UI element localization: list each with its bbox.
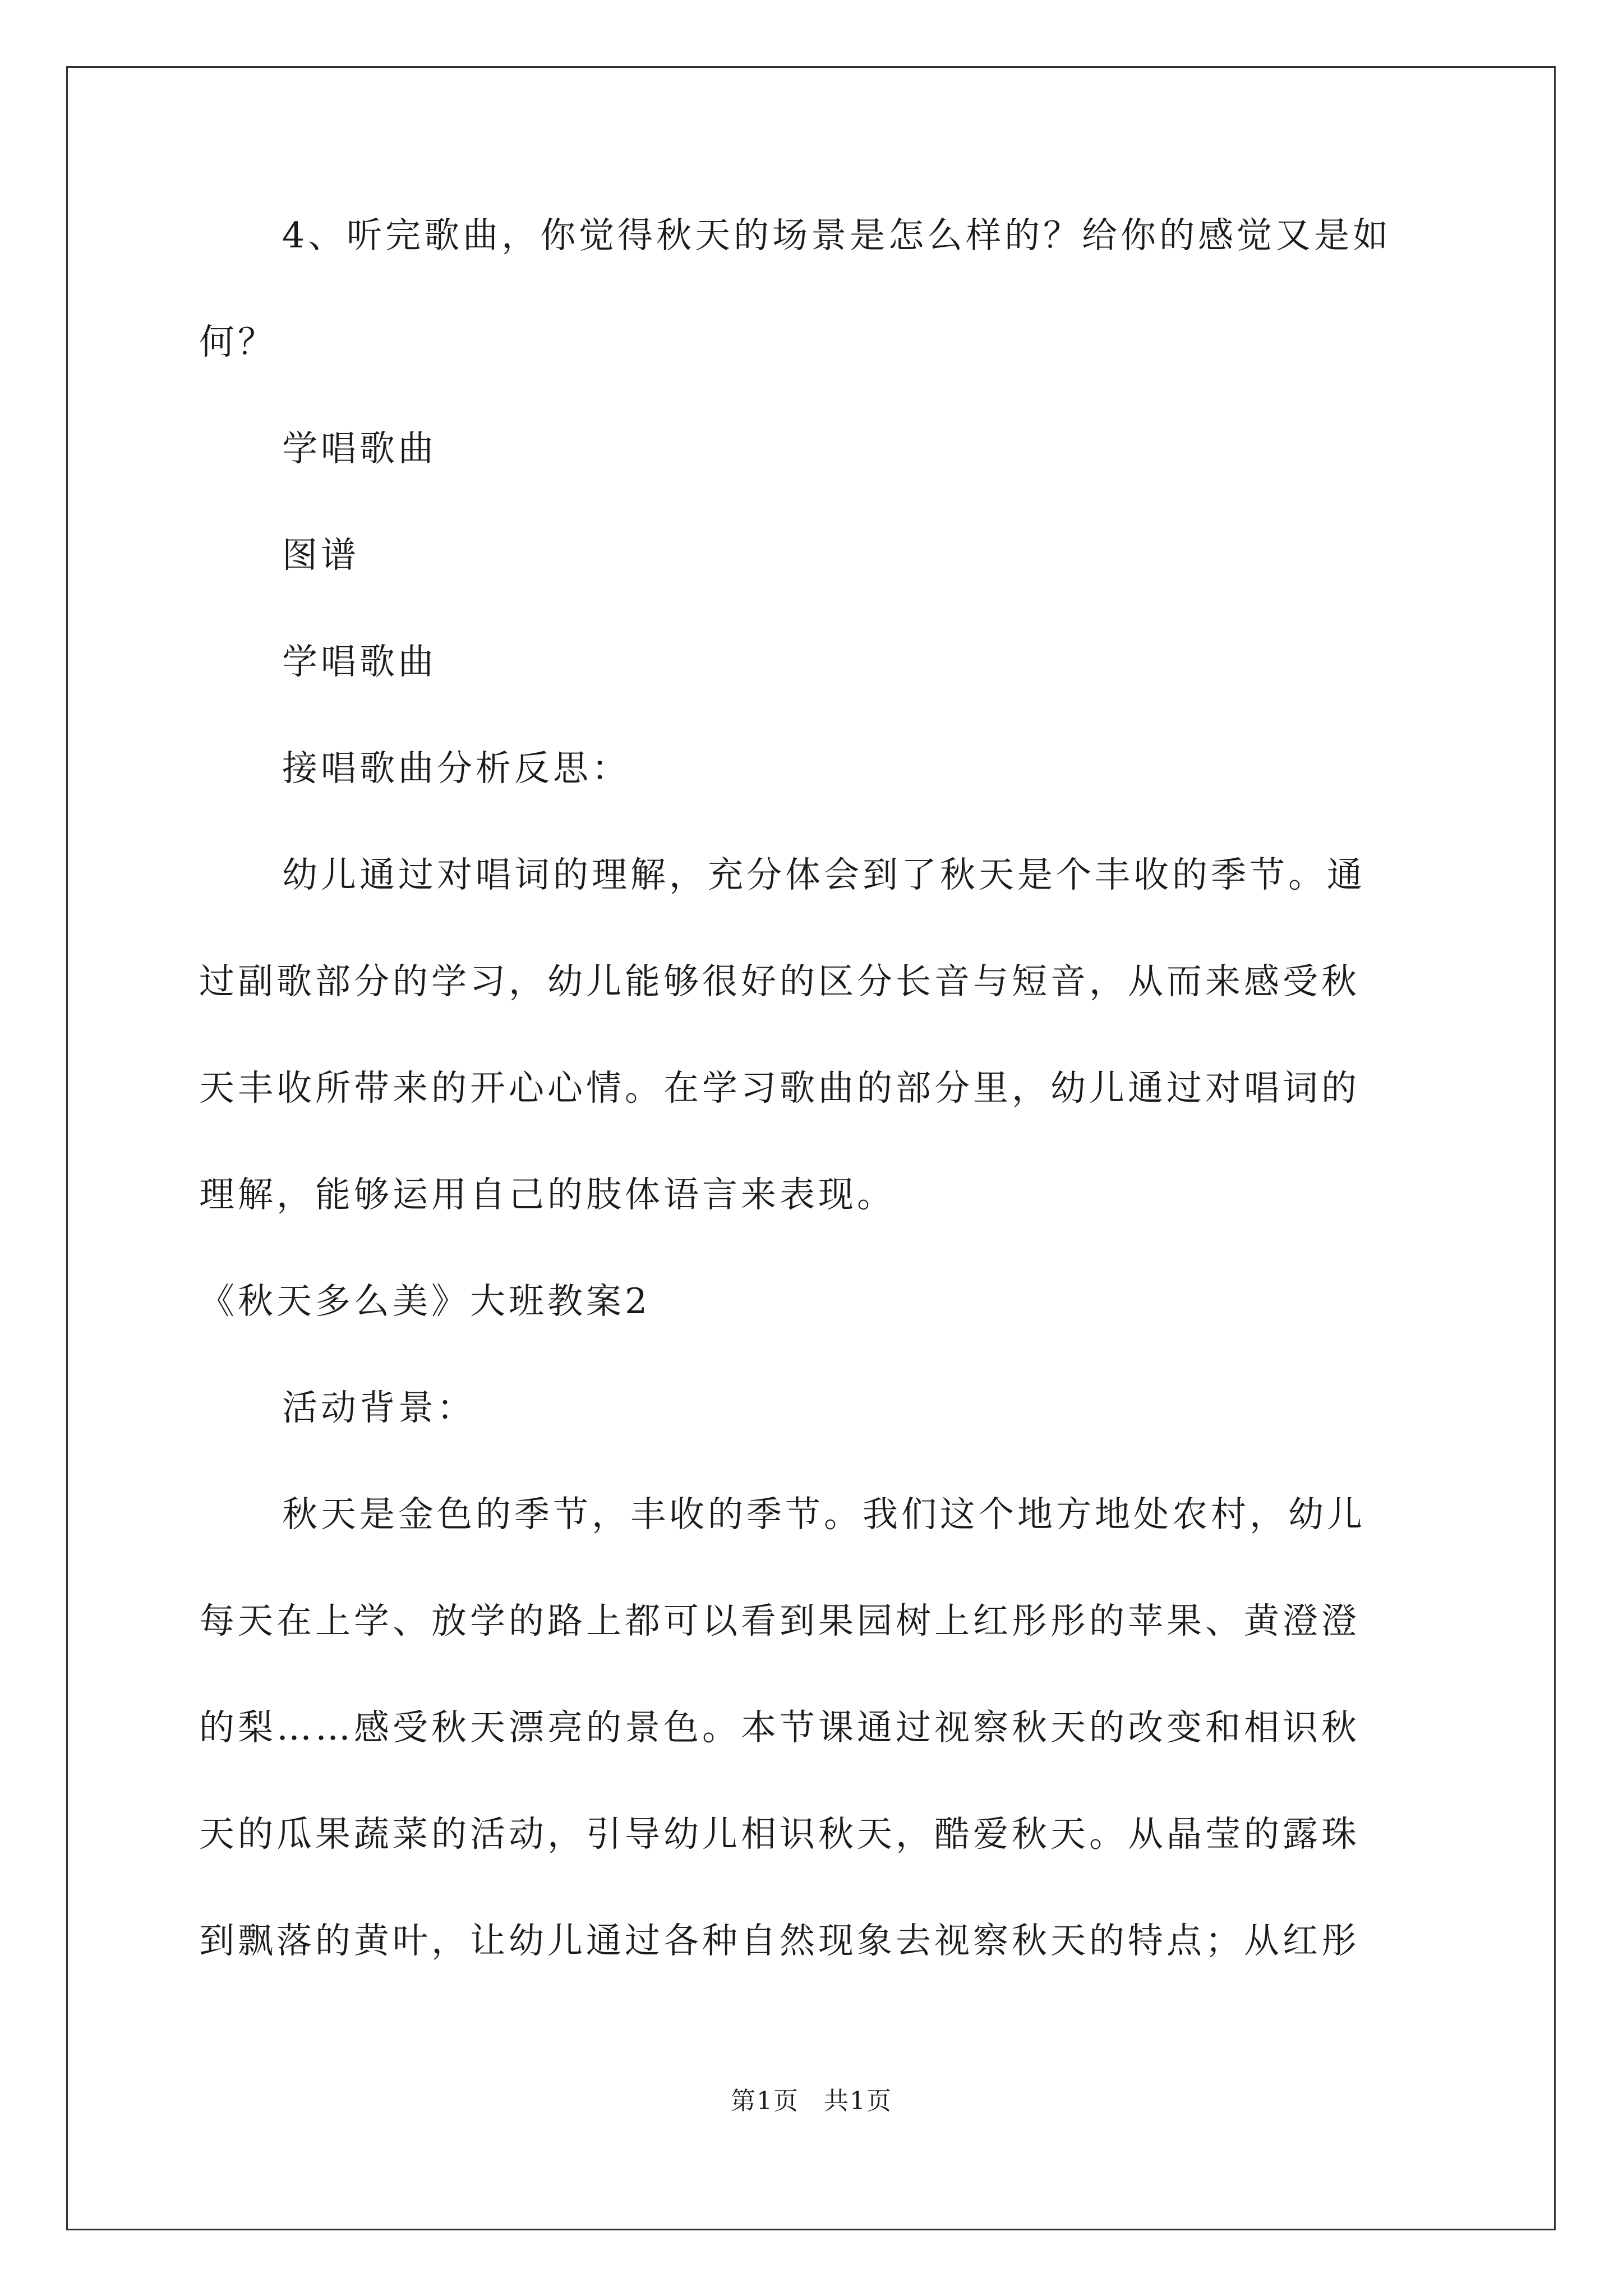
paragraph-line: 天的瓜果蔬菜的活动，引导幼儿相识秋天，酷爱秋天。从晶莹的露珠 [199, 1814, 1360, 1855]
paragraph-line: 何？ [199, 321, 276, 362]
paragraph-line: 过副歌部分的学习，幼儿能够很好的区分长音与短音，从而来感受秋 [199, 961, 1360, 1002]
paragraph-line: 的梨……感受秋天漂亮的景色。本节课通过视察秋天的改变和相识秋 [199, 1707, 1360, 1748]
section-heading: 活动背景： [282, 1387, 476, 1428]
paragraph-line: 秋天是金色的季节，丰收的季节。我们这个地方地处农村，幼儿 [282, 1494, 1366, 1535]
paragraph-line: 理解，能够运用自己的肢体语言来表现。 [199, 1174, 896, 1215]
page-border [66, 66, 1556, 2230]
paragraph-line: 每天在上学、放学的路上都可以看到果园树上红彤彤的苹果、黄澄澄 [199, 1600, 1360, 1641]
page-number-current: 第1页 [731, 2087, 799, 2115]
section-heading: 学唱歌曲 [282, 641, 437, 682]
paragraph-line: 4、听完歌曲，你觉得秋天的场景是怎么样的？给你的感觉又是如 [282, 215, 1392, 256]
paragraph-line: 幼儿通过对唱词的理解，充分体会到了秋天是个丰收的季节。通 [282, 854, 1366, 895]
section-heading: 图谱 [282, 535, 359, 576]
lesson-title: 《秋天多么美》大班教案2 [199, 1281, 651, 1322]
paragraph-line: 天丰收所带来的开心心情。在学习歌曲的部分里，幼儿通过对唱词的 [199, 1068, 1360, 1108]
section-heading: 学唱歌曲 [282, 428, 437, 469]
paragraph-line: 到飘落的黄叶，让幼儿通过各种自然现象去视察秋天的特点；从红彤 [199, 1920, 1360, 1961]
page-number-total: 共1页 [824, 2087, 892, 2115]
section-heading: 接唱歌曲分析反思： [282, 748, 630, 789]
page-footer [0, 2086, 1623, 2117]
